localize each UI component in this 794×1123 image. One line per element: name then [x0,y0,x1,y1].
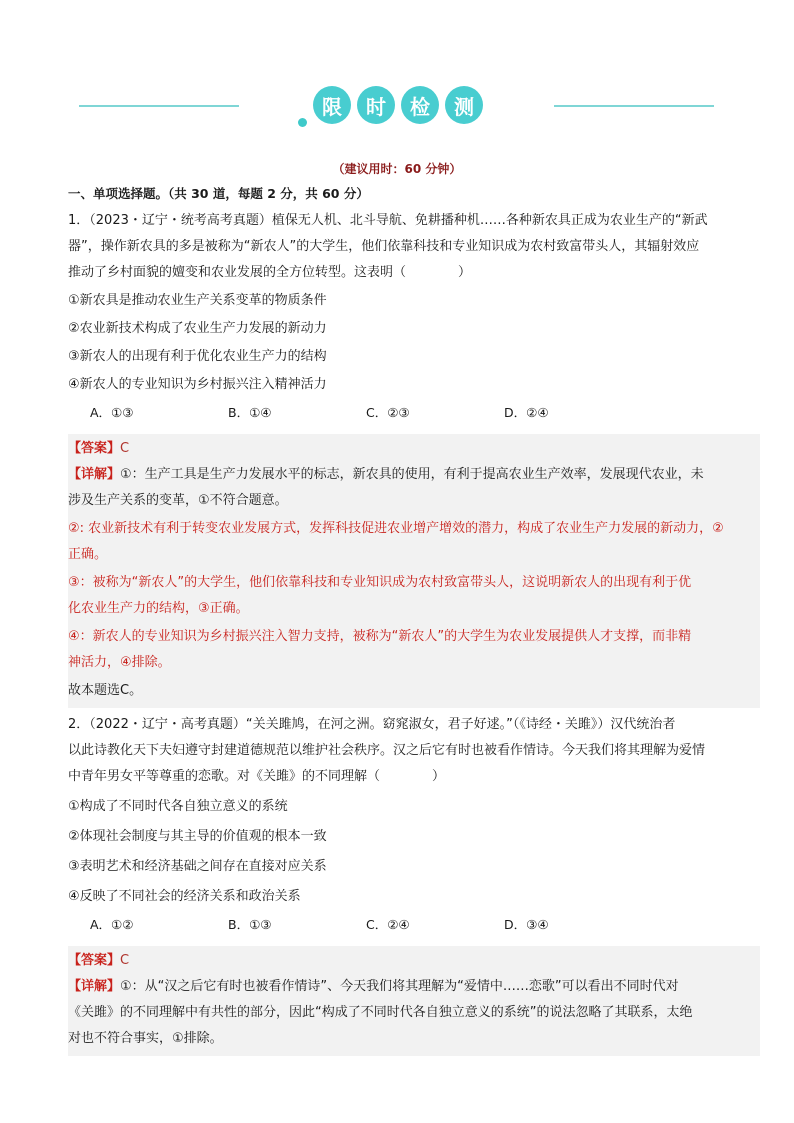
answer-line [68,948,758,974]
statement-option: ③新农人的出现有利于优化农业生产力的结构 [68,349,327,364]
detail-line [68,462,758,488]
answer-line [68,436,758,462]
statement-option: ①新农具是推动农业生产关系变革的物质条件 [68,293,327,308]
choice-c: C．②④ [366,917,410,932]
conclusion-line: 故本题选C。 [68,683,143,698]
detail-tag: 【详解】 [68,979,121,994]
detail-line: 对也不符合事实，①排除。 [68,1031,223,1046]
answer-value: C [120,953,130,968]
question-2 [68,712,760,1056]
statement-option: ③表明艺术和经济基础之间存在直接对应关系 [68,859,327,874]
detail-red-line: ②: 农业新技术有利于转变农业发展方式，发挥科技促进农业增产增效的潜力，构成了农业生产力发展的新动力，② [68,521,724,536]
detail-red-line: ④：新农人的专业知识为乡村振兴注入智力支持，被称为“新农人”的大学生为农业发展提供人才支撑，而非精 [68,629,692,644]
section-heading: 一、单项选择题。（共 30 道，每题 2 分，共 60 分） [68,186,369,201]
detail-line [68,974,758,1000]
answer-value: C [120,441,130,456]
question-stem-line: 器”，操作新农具的多是被称为“新农人”的大学生，他们依靠科技和专业知识成为农村致富带头人，其辐射效应 [68,239,700,254]
banner-dot [298,118,307,127]
answer-choices [68,400,760,426]
detail-text: ①：生产工具是生产力发展水平的标志，新农具的使用，有利于提高农业生产效率，发展现代农业，未 [120,467,704,482]
detail-tag: 【详解】 [68,467,121,482]
question-stem-line: 推动了乡村面貌的嬗变和农业发展的全方位转型。这表明（ ） [68,265,472,280]
choice-d: D．②④ [504,405,549,420]
statement-option: ④反映了不同社会的经济关系和政治关系 [68,889,301,904]
banner-right-line [554,105,714,107]
statement-option: ①构成了不同时代各自独立意义的系统 [68,799,288,814]
banner-char: 时 [357,86,395,124]
banner-char: 检 [401,86,439,124]
banner-char: 测 [445,86,483,124]
choice-b: B．①③ [228,917,272,932]
detail-red-line: ③：被称为“新农人”的大学生，他们依靠科技和专业知识成为农村致富带头人，这说明新农人的出现有利于优 [68,575,692,590]
banner-title [313,86,483,124]
choice-c: C．②③ [366,405,410,420]
banner-char: 限 [313,86,351,124]
detail-line: 涉及生产关系的变革，①不符合题意。 [68,493,288,508]
detail-text: ①：从“汉之后它有时也被看作情诗”、今天我们将其理解为“爱情中……恋歌”可以看出不同时代对 [120,979,679,994]
statement-option: ④新农人的专业知识为乡村振兴注入精神活力 [68,377,327,392]
banner-left-line [79,105,239,107]
choice-b: B．①④ [228,405,272,420]
question-list [68,208,760,1056]
question-stem-line: 以此诗教化天下夫妇遵守封建道德规范以维护社会秩序。汉之后它有时也被看作情诗。今天我们将其理解为爱情 [68,743,706,758]
section-banner [0,84,794,128]
detail-red-line: 化农业生产力的结构，③正确。 [68,601,249,616]
question-stem-line: 中青年男女平等尊重的恋歌。对《关雎》的不同理解（ ） [68,769,446,784]
choice-a: A．①③ [90,405,134,420]
suggested-time: （建议用时：60 分钟） [332,162,462,176]
choice-a: A．①② [90,917,134,932]
question-stem-line: 2．（2022・辽宁・高考真题）“关关雎鸠，在河之洲。窈窕淑女，君子好逑。”（《诗经・关雎》）汉代统治者 [68,717,676,732]
question-stem-line: 1．（2023・辽宁・统考高考真题）植保无人机、北斗导航、免耕播种机……各种新农具正成为农业生产的“新武 [68,213,708,228]
answer-tag: 【答案】 [68,441,121,456]
answer-tag: 【答案】 [68,953,121,968]
statement-option: ②体现社会制度与其主导的价值观的根本一致 [68,829,327,844]
answer-choices [68,912,760,938]
choice-d: D．③④ [504,917,549,932]
detail-red-line: 神活力，④排除。 [68,655,171,670]
answer-explanation-box [68,946,760,1056]
answer-explanation-box [68,434,760,708]
statement-option: ②农业新技术构成了农业生产力发展的新动力 [68,321,327,336]
question-1 [68,208,760,708]
detail-line: 《关雎》的不同理解中有共性的部分，因此“构成了不同时代各自独立意义的系统”的说法忽略了其联系，太绝 [68,1005,693,1020]
detail-red-line: 正确。 [68,547,108,562]
